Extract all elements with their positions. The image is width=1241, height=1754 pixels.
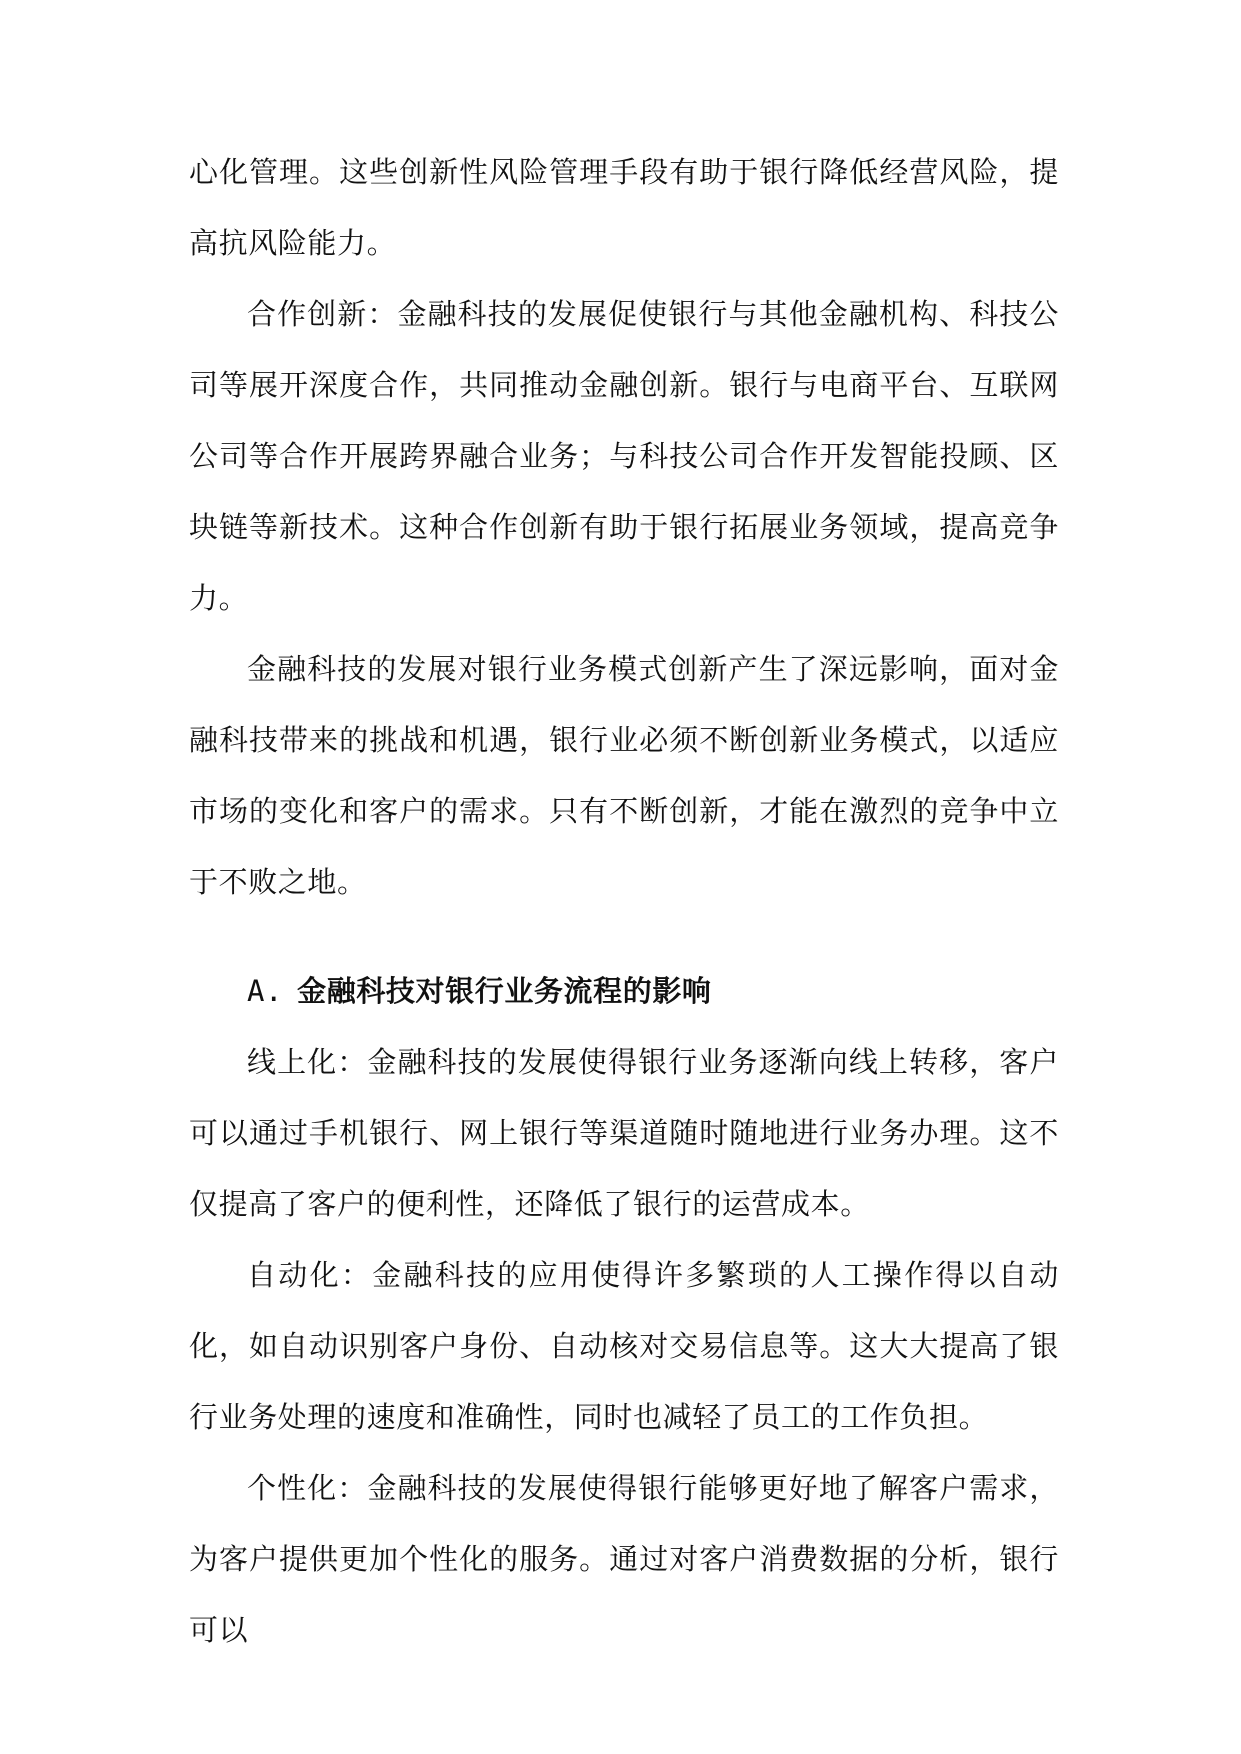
section-heading [189,956,1059,1027]
paragraph-personalization: 个性化：金融科技的发展使得银行能够更好地了解客户需求，为客户提供更加个性化的服务。通过对客户消费数据的分析，银行可以 [189,1471,1059,1647]
paragraph-summary: 金融科技的发展对银行业务模式创新产生了深远影响，面对金融科技带来的挑战和机遇，银行业必须不断创新业务模式，以适应市场的变化和客户的需求。只有不断创新，才能在激烈的竞争中立于不败之地。 [189,652,1059,899]
paragraph-online: 线上化：金融科技的发展使得银行业务逐渐向线上转移，客户可以通过手机银行、网上银行等渠道随时随地进行业务办理。这不仅提高了客户的便利性，还降低了银行的运营成本。 [189,1045,1059,1221]
section-title: 金融科技对银行业务流程的影响 [297,974,712,1008]
paragraph-cooperation-innovation: 合作创新：金融科技的发展促使银行与其他金融机构、科技公司等展开深度合作，共同推动金融创新。银行与电商平台、互联网公司等合作开展跨界融合业务；与科技公司合作开发智能投顾、区块链等新技术。这种合作创新有助于银行拓展业务领域，提高竞争力。 [189,297,1059,615]
section-marker: A. [247,974,284,1008]
paragraph-continued: 心化管理。这些创新性风险管理手段有助于银行降低经营风险，提高抗风险能力。 [189,155,1059,260]
document-body [189,137,1059,1666]
paragraph-automation: 自动化：金融科技的应用使得许多繁琐的人工操作得以自动化，如自动识别客户身份、自动核对交易信息等。这大大提高了银行业务处理的速度和准确性，同时也减轻了员工的工作负担。 [189,1258,1059,1434]
